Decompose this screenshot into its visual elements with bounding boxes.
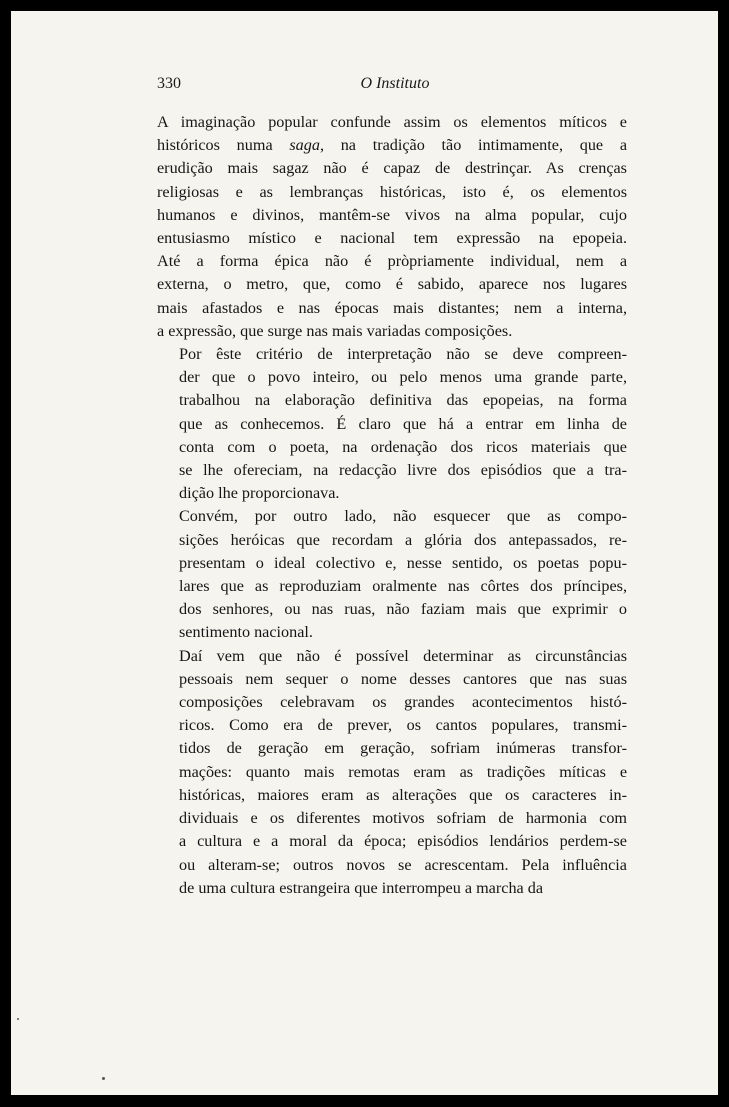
book-page bbox=[11, 11, 718, 1095]
text-line: a expressão, que surge nas mais variadas composições. bbox=[157, 321, 513, 340]
text-line: Daí vem que não é possível determinar as circunstâncias bbox=[179, 646, 627, 665]
text-line: sições heróicas que recordam a glória dos antepassados, re- bbox=[179, 530, 627, 549]
ink-speck bbox=[17, 1018, 19, 1020]
text-line: A imaginação popular confunde assim os elementos míticos e bbox=[157, 113, 627, 131]
text-line: entusiasmo místico e nacional tem expressão na epopeia. bbox=[157, 229, 627, 248]
text-line: Convém, por outro lado, não esquecer que as compo- bbox=[179, 507, 627, 526]
text-line: der que o povo inteiro, ou pelo menos uma grande parte, bbox=[179, 368, 627, 387]
text-line: de uma cultura estrangeira que interrompeu a marcha da bbox=[179, 878, 544, 897]
body-text bbox=[157, 111, 627, 900]
text-line: mações: quanto mais remotas eram as tradições míticas e bbox=[179, 762, 627, 781]
text-line: religiosas e as lembranças históricas, isto é, os elementos bbox=[157, 182, 627, 201]
page-number: 330 bbox=[157, 75, 181, 92]
text-line: ou alteram-se; outros novos se acrescentam. Pela influência bbox=[179, 855, 627, 874]
text-line: erudição mais sagaz não é capaz de destrinçar. As crenças bbox=[157, 159, 627, 178]
text-line: dição lhe proporcionava. bbox=[179, 484, 340, 503]
text-line: lares que as reproduziam oralmente nas côrtes dos príncipes, bbox=[179, 577, 627, 596]
text-line: externa, o metro, que, como é sabido, aparece nos lugares bbox=[157, 275, 627, 294]
text-line: ricos. Como era de prever, os cantos populares, transmi- bbox=[179, 716, 627, 735]
text-line: a cultura e a moral da época; episódios lendários perdem-se bbox=[179, 832, 627, 851]
text-line: Por êste critério de interpretação não se deve compreen- bbox=[179, 345, 627, 364]
text-line: composições celebravam os grandes acontecimentos histó- bbox=[179, 693, 627, 712]
text-line: sentimento nacional. bbox=[179, 623, 313, 642]
text-line: mais afastados e nas épocas mais distantes; nem a interna, bbox=[157, 298, 627, 317]
text-line: históricas, maiores eram as alterações que os caracteres in- bbox=[179, 785, 627, 804]
text-line: dos senhores, ou nas ruas, não faziam mais que exprimir o bbox=[179, 600, 627, 619]
text-line: se lhe ofereciam, na redacção livre dos episódios que a tra- bbox=[179, 461, 627, 480]
text-line: que as conhecemos. É claro que há a entrar em linha de bbox=[179, 414, 627, 433]
text-line: tidos de geração em geração, sofriam inúmeras transfor- bbox=[179, 739, 627, 758]
ink-speck bbox=[102, 1077, 105, 1080]
paragraph bbox=[157, 343, 627, 505]
paragraph bbox=[157, 645, 627, 900]
running-title: O Instituto bbox=[360, 75, 430, 92]
text-line: conta com o poeta, na ordenação dos ricos materiais que bbox=[179, 437, 627, 456]
text-line: históricos numa saga, na tradição tão intimamente, que a bbox=[157, 136, 628, 155]
text-line: Até a forma épica não é pròpriamente individual, nem a bbox=[157, 252, 627, 271]
paragraph bbox=[157, 111, 627, 343]
text-line: pessoais nem sequer o nome desses cantores que nas suas bbox=[179, 669, 627, 688]
text-line: trabalhou na elaboração definitiva das epopeias, na forma bbox=[179, 391, 627, 410]
page-header bbox=[157, 75, 633, 99]
text-line: humanos e divinos, mantêm-se vivos na alma popular, cujo bbox=[157, 205, 627, 224]
text-line: dividuais e os diferentes motivos sofriam de harmonia com bbox=[179, 809, 627, 828]
paragraph bbox=[157, 505, 627, 644]
text-line: presentam o ideal colectivo e, nesse sentido, os poetas popu- bbox=[179, 553, 627, 572]
